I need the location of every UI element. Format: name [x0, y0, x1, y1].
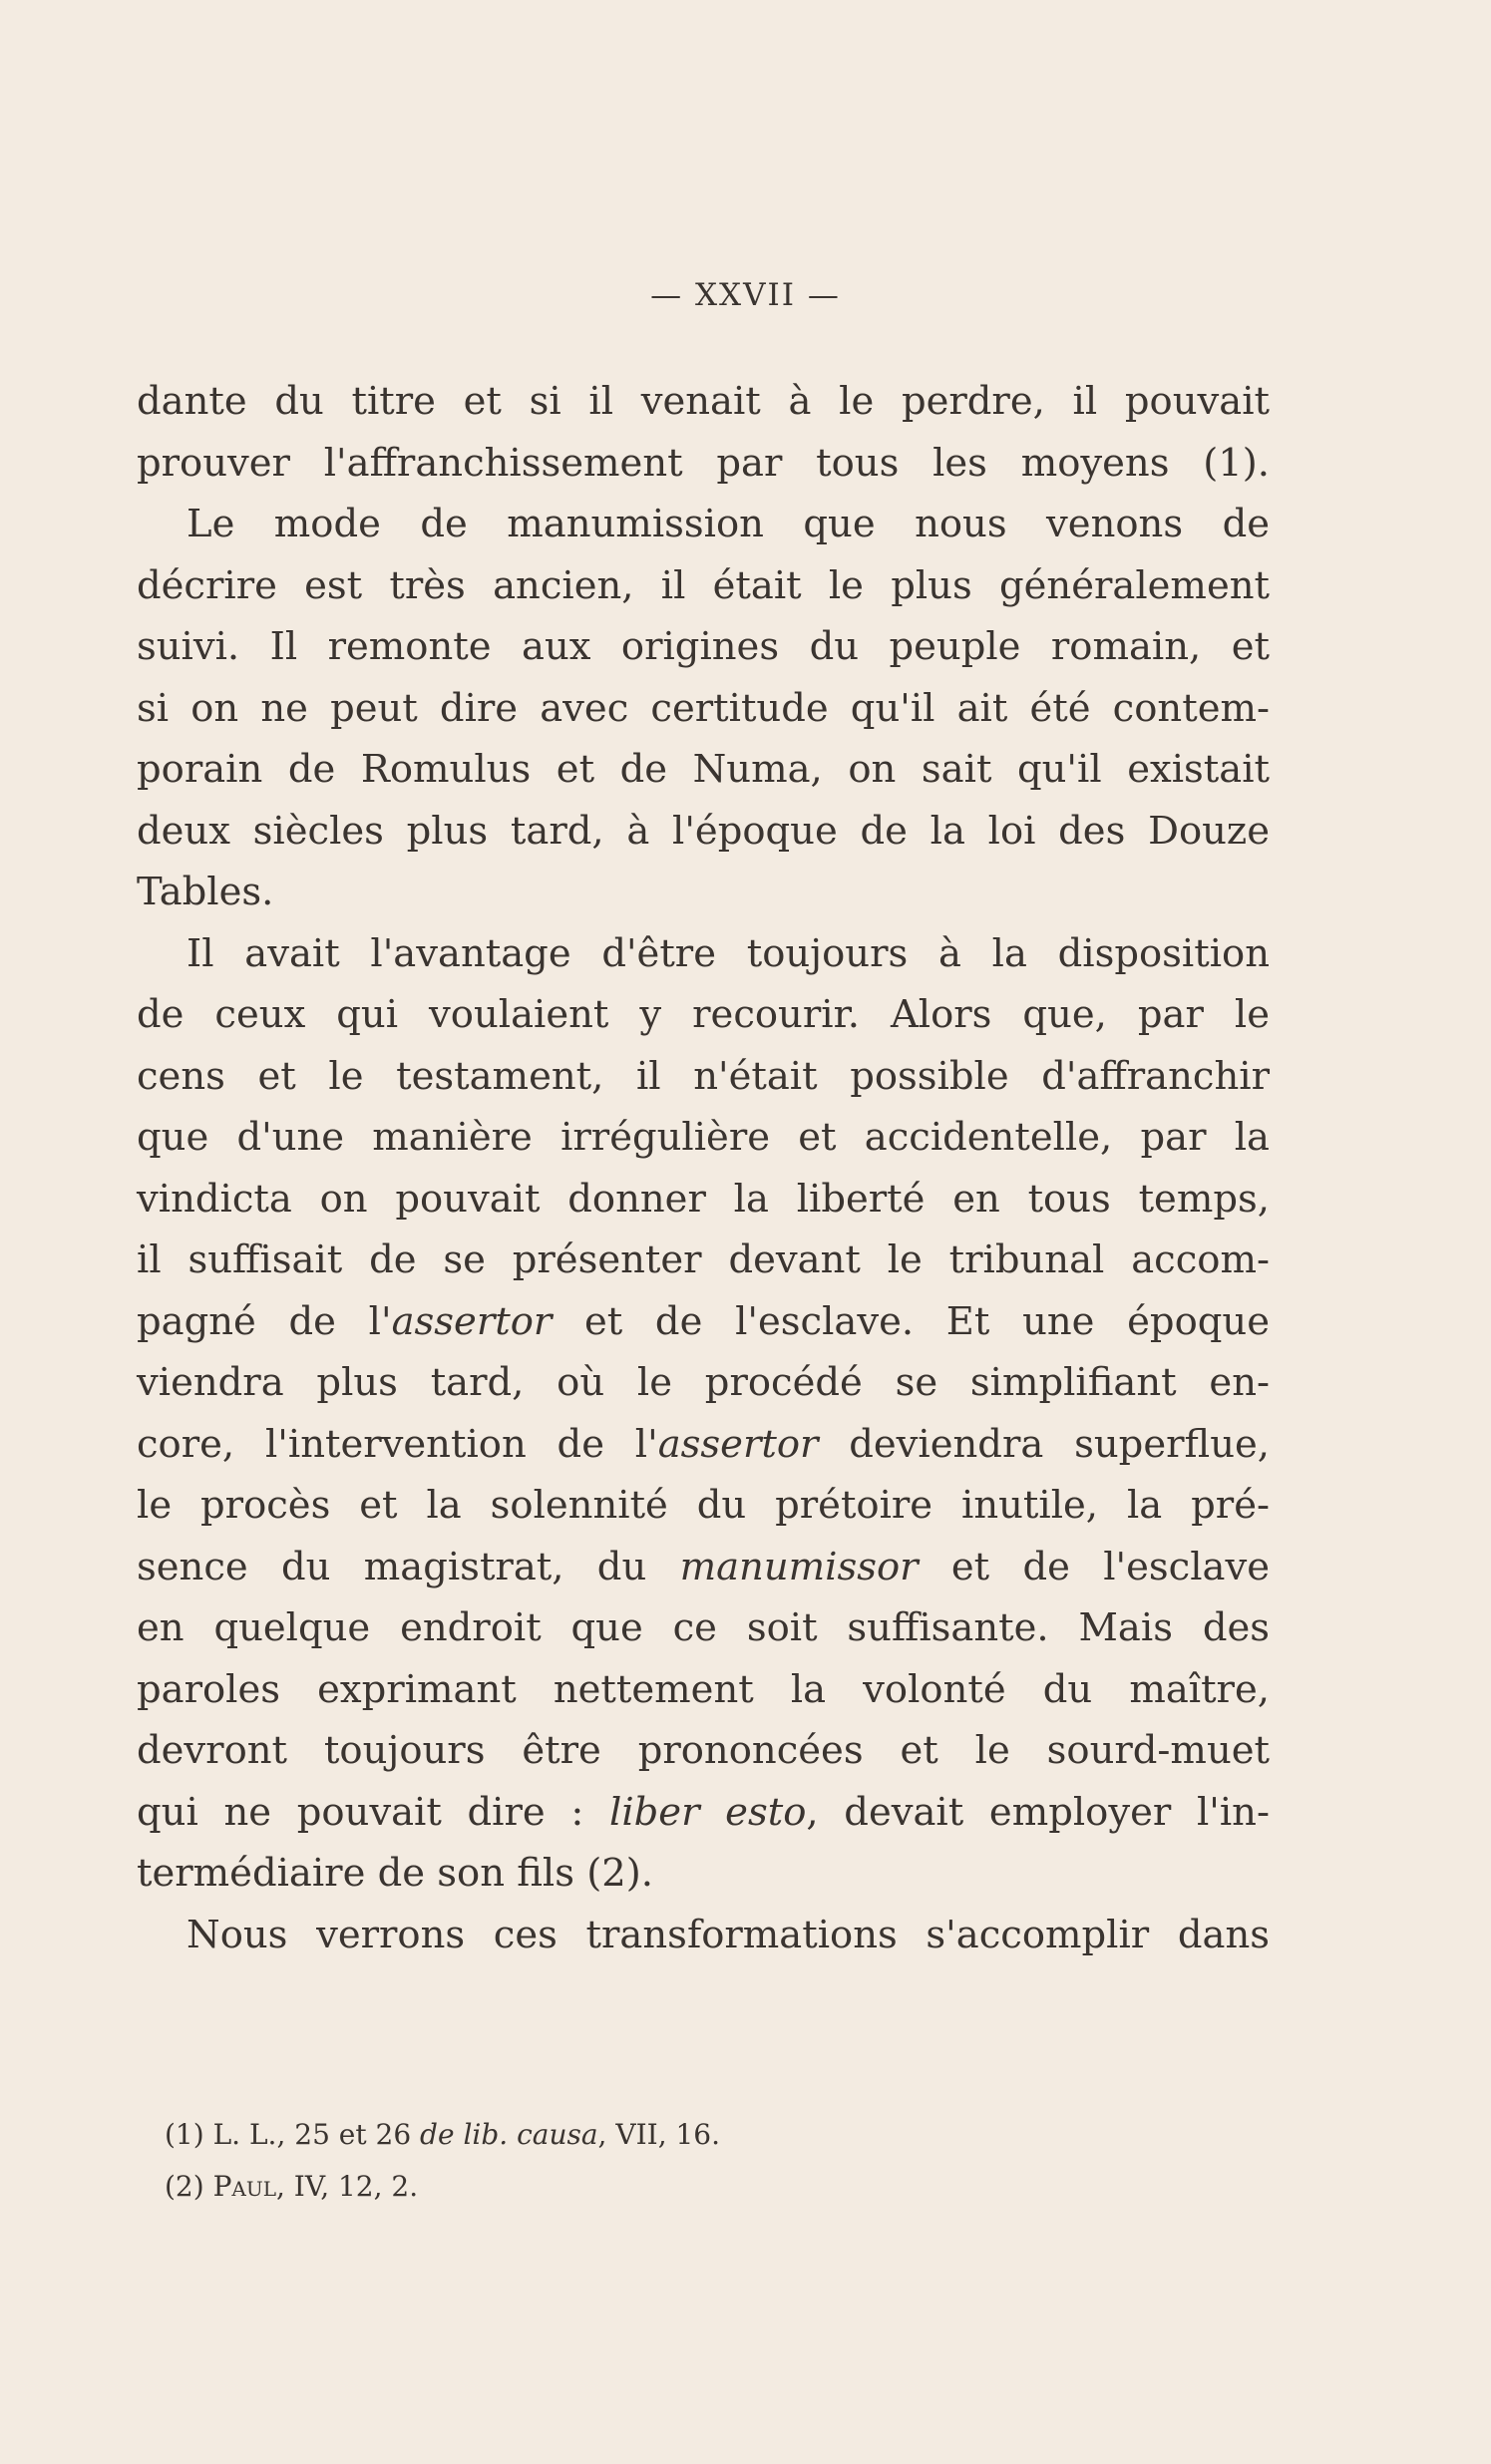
text-line: qui ne pouvait dire : liber esto, devait employer l'in- — [137, 1789, 1270, 1835]
footnotes — [165, 2109, 720, 2213]
footnote-marker: (2) — [165, 2170, 204, 2203]
text-line: cens et le testament, il n'était possible d'affranchir — [137, 1053, 1270, 1099]
text-line: que d'une manière irrégulière et accidentelle, par la — [137, 1115, 1270, 1160]
text-line: vindicta on pouvait donner la liberté en tous temps, — [137, 1176, 1270, 1222]
page-number-header: — XXVII — — [650, 277, 841, 313]
text-line: viendra plus tard, où le procédé se simplifiant en- — [137, 1360, 1270, 1405]
body-text — [137, 371, 1270, 1965]
italic-term: assertor — [657, 1421, 819, 1467]
footnote-marker: (1) — [165, 2118, 204, 2151]
text-line: si on ne peut dire avec certitude qu'il ait été contem- — [137, 685, 1270, 731]
text-line: de ceux qui voulaient y recourir. Alors que, par le — [137, 992, 1270, 1037]
text-line: paroles exprimant nettement la volonté du maître, — [137, 1666, 1270, 1712]
text-line: sence du magistrat, du manumissor et de l'esclave — [137, 1544, 1271, 1589]
text-line: devront toujours être prononcées et le sourd-muet — [137, 1728, 1270, 1773]
text-line: core, l'intervention de l'assertor deviendra superflue, — [137, 1421, 1271, 1467]
text-line: décrire est très ancien, il était le plus généralement — [137, 562, 1270, 608]
text-line: le procès et la solennité du prétoire inutile, la pré- — [137, 1483, 1270, 1528]
footnote-1: (1) L. L., 25 et 26 de lib. causa, VII, 16. — [165, 2118, 721, 2151]
text-line: porain de Romulus et de Numa, on sait qu'il existait — [137, 747, 1270, 792]
footnote-author: Paul — [212, 2170, 276, 2203]
text-line: Tables. — [137, 870, 274, 914]
text-line: suivi. Il remonte aux origines du peuple romain, et — [137, 624, 1270, 669]
text-line: en quelque endroit que ce soit suffisante. Mais des — [137, 1605, 1270, 1650]
footnote-2: (2) Paul, IV, 12, 2. — [165, 2170, 419, 2203]
italic-term: assertor — [391, 1298, 553, 1344]
italic-term: liber esto — [609, 1789, 807, 1835]
text-line: termédiaire de son fils (2). — [137, 1851, 654, 1896]
text-line: dante du titre et si il venait à le perdre, il pouvait — [137, 379, 1270, 424]
text-line: prouver l'affranchissement par tous les moyens (1). — [137, 440, 1270, 486]
text-line: Il avait l'avantage d'être toujours à la disposition — [186, 930, 1270, 976]
italic-term: manumissor — [679, 1544, 919, 1589]
text-line: Le mode de manumission que nous venons de — [186, 502, 1270, 546]
text-line: deux siècles plus tard, à l'époque de la loi des Douze — [137, 808, 1270, 854]
text-line: il suffisait de se présenter devant le tribunal accom- — [137, 1237, 1270, 1282]
text-line: Nous verrons ces transformations s'accomplir dans — [186, 1912, 1270, 1957]
text-line: pagné de l'assertor et de l'esclave. Et une époque — [137, 1298, 1270, 1344]
